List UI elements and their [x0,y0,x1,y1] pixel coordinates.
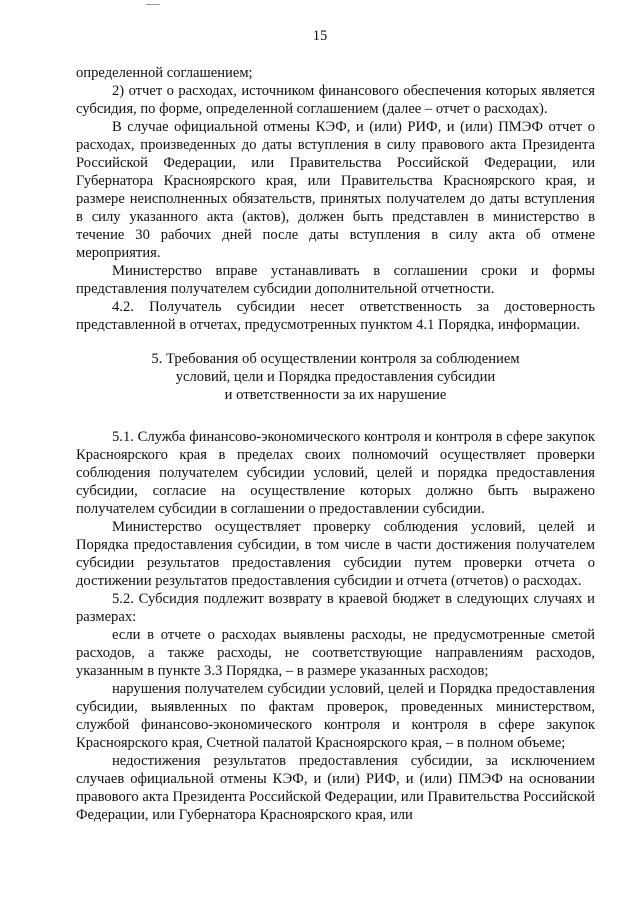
paragraph-4-2: 4.2. Получатель субсидии несет ответственность за достоверность представленной в отчетах, предусмотренных пунктом 4.1 Порядка, информации. [76,299,595,333]
section-heading-line-3: и ответственности за их нарушение [224,387,447,403]
paragraph-ministry-check: Министерство осуществляет проверку соблюдения условий, целей и Порядка предоставления субсидии, в том числе в части достижения получателем субсидии результатов предоставления субсидии путем проверки отчета о достижении результатов предоставления субсидии и отчета (отчетов) о расходах. [76,519,595,589]
paragraph-case-expenses: если в отчете о расходах выявлены расходы, не предусмотренные сметой расходов, а также расходы, не соответствующие направлениям расходов, указанным в пункте 3.3 Порядка, – в размере указанных расходов; [76,627,595,679]
section-heading-line-2: условий, цели и Порядка предоставления субсидии [175,369,496,385]
paragraph-case-results: недостижения результатов предоставления субсидии, за исключением случаев официальной отмены КЭФ, и (или) РИФ, и (или) ПМЭФ на основании правового акта Президента Российской Федерации, или Правительства Российской Федерации, или Губернатора Красноярского края, или [76,753,595,823]
paragraph-5-1: 5.1. Служба финансово-экономического контроля и контроля в сфере закупок Красноярского края в пределах своих полномочий осуществляет проверки соблюдения получателем субсидии условий, целей и порядка предоставления субсидии, согласие на осуществление которых должно быть выражено получателем субсидии в соглашении о предоставлении субсидии. [76,429,595,517]
page-number: 15 [312,28,328,44]
paragraph-continuation: определенной соглашением; [76,65,253,81]
paragraph-ministry-rights: Министерство вправе устанавливать в соглашении сроки и формы представления получателем субсидии дополнительной отчетности. [76,263,595,297]
section-heading [76,350,595,404]
section-heading-line-1: 5. Требования об осуществлении контроля за соблюдением [151,351,520,367]
paragraph-case-violations: нарушения получателем субсидии условий, целей и Порядка предоставления субсидии, выявленных по фактам проверок, проведенных министерством, службой финансово-экономического контроля и контроля в сфере закупок Красноярского края, Счетной палатой Красноярского края, – в полном объеме; [76,681,595,751]
paragraph-5-2: 5.2. Субсидия подлежит возврату в краевой бюджет в следующих случаях и размерах: [76,591,595,625]
paragraph-cancellation: В случае официальной отмены КЭФ, и (или) РИФ, и (или) ПМЭФ отчет о расходах, произведенных до даты вступления в силу правового акта Президента Российской Федерации, или Правительства Российской Федерации, или Губернатора Красноярского края, или Правительства Красноярского края, и размере неисполненных обязательств, принятых получателем до даты вступления в силу указанного акта (актов), должен быть представлен в министерство в течение 30 рабочих дней после даты вступления в силу акта об отмене мероприятия. [76,119,595,261]
document-body [76,64,595,824]
paragraph-report-expenses: 2) отчет о расходах, источником финансового обеспечения которых является субсидия, по форме, определенной соглашением (далее – отчет о расходах). [76,83,595,117]
scan-mark [146,4,160,5]
